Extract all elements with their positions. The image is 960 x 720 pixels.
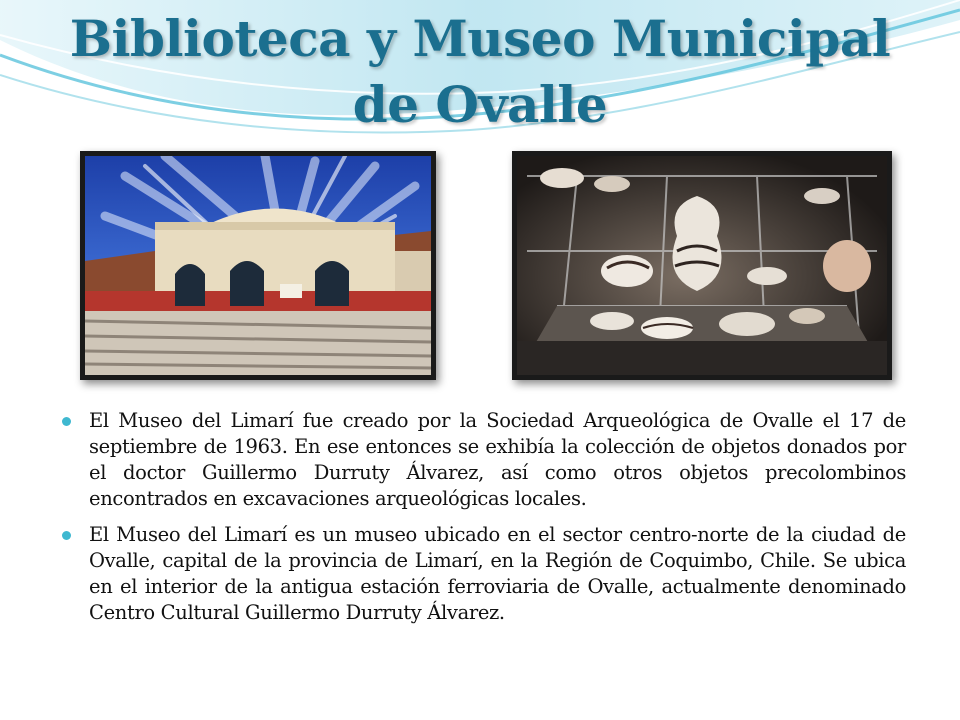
slide-title: [0, 6, 960, 138]
bullet-dot-icon: [62, 417, 71, 426]
title-line-1: Biblioteca y Museo Municipal: [69, 9, 891, 68]
bullet-text-1: El Museo del Limarí fue creado por la Sociedad Arqueológica de Ovalle el 17 de septiembre de 1963. En ese entonces se exhibía la colección de objetos donados por el doctor Guillermo Durruty Álvarez, así como otros objetos precolombinos encontrados en excavaciones arqueológicas locales.: [89, 409, 906, 510]
bullet-dot-icon: [62, 531, 71, 540]
building-illustration: [85, 156, 431, 375]
content-bullet-list: [60, 408, 906, 636]
title-line-2: de Ovalle: [352, 75, 608, 134]
museum-display-photo: [512, 151, 892, 380]
pottery-display-illustration: [517, 156, 887, 375]
bullet-text-2: El Museo del Limarí es un museo ubicado en el sector centro-norte de la ciudad de Ovalle, capital de la provincia de Limarí, en la Región de Coquimbo, Chile. Se ubica en el interior de la antigua estación ferroviaria de Ovalle, actualmente denominado Centro Cultural Guillermo Durruty Álvarez.: [89, 523, 906, 624]
exterior-building-photo: [80, 151, 436, 380]
bullet-item-1: [60, 408, 906, 512]
bullet-item-2: [60, 522, 906, 626]
